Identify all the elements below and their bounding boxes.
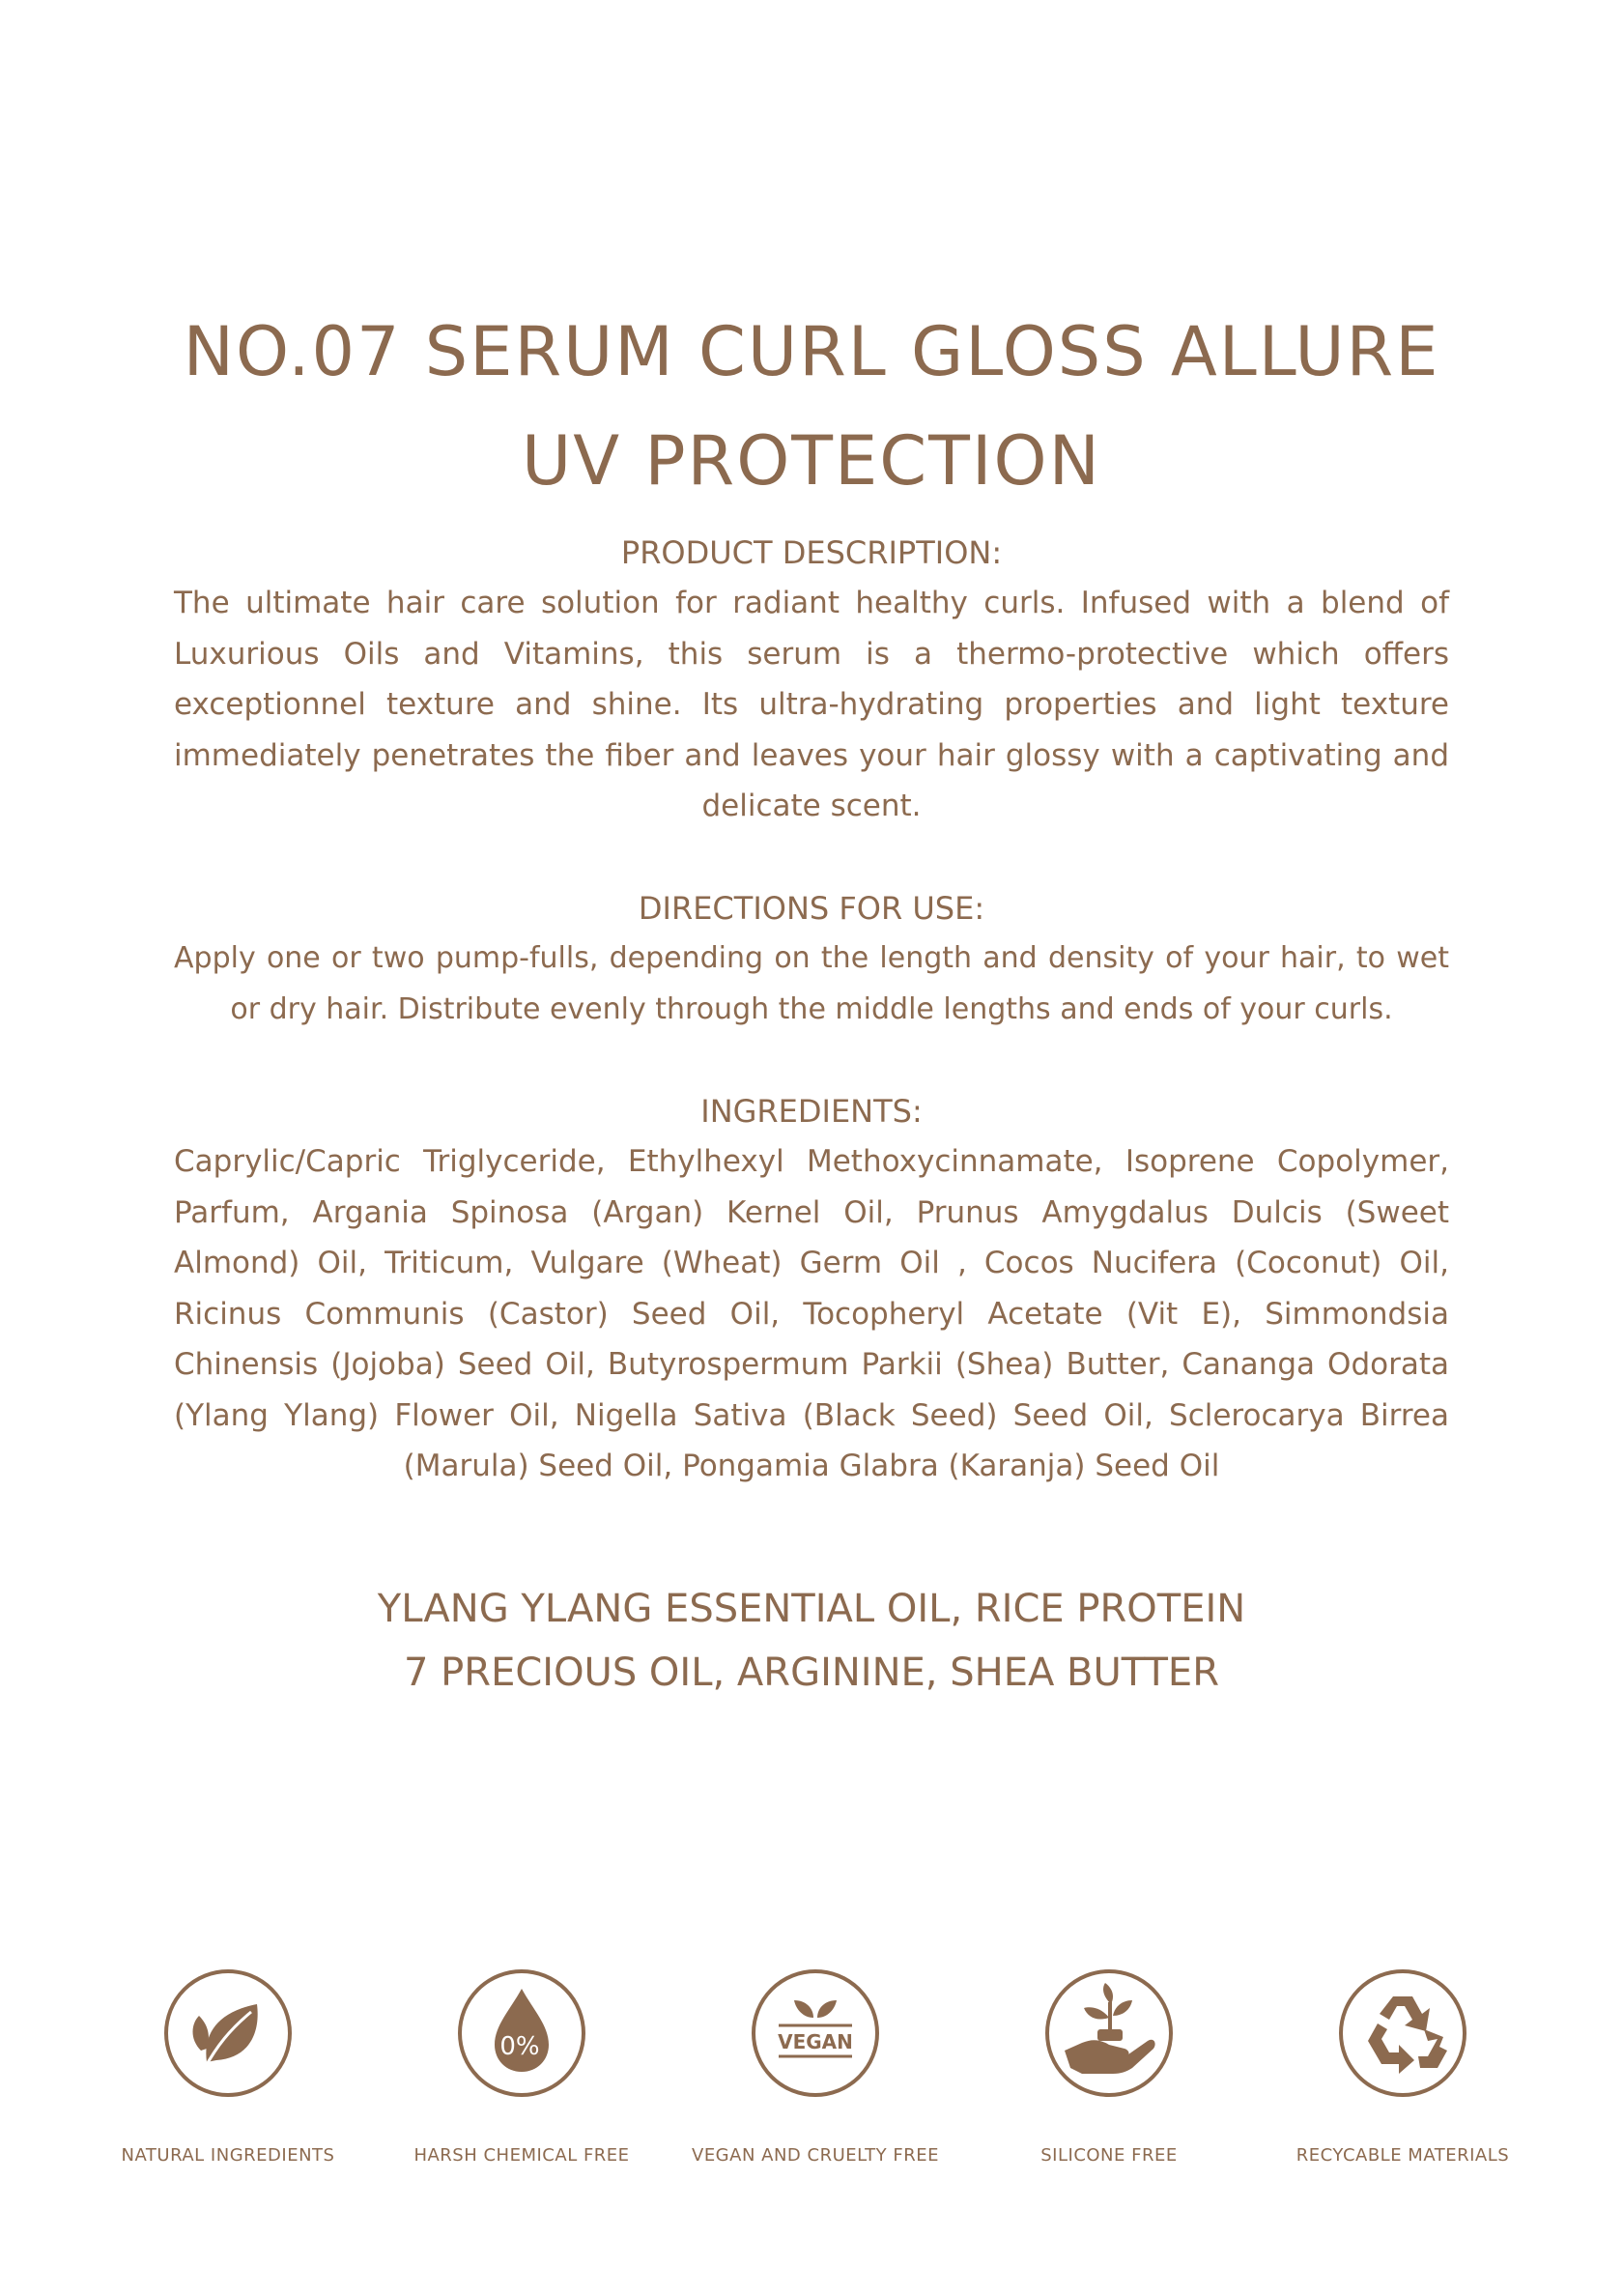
badge-label: RECYCABLE MATERIALS	[1296, 2145, 1510, 2166]
product-description-text: The ultimate hair care solution for radiant healthy curls. Infused with a blend of Luxurious Oils and Vitamins, this serum is a thermo-protective which offers exceptionnel texture and shine. Its ultra-hydrating properties and light texture immediately penetrates the fiber and leaves your hair glossy with a captivating and delicate scent.	[174, 586, 1449, 823]
product-title-line-2: UV PROTECTION	[521, 421, 1102, 501]
badge-silicone-free	[964, 1967, 1254, 2166]
vegan-text: VEGAN	[778, 2030, 853, 2053]
product-title-line-1: NO.07 SERUM CURL GLOSS ALLURE	[183, 312, 1440, 391]
badge-vegan-cruelty-free	[670, 1967, 960, 2166]
directions-text: Apply one or two pump-fulls, depending on the length and density of your hair, to wet or dry hair. Distribute evenly through the middle lengths and ends of your curls.	[174, 941, 1449, 1026]
badge-label: VEGAN AND CRUELTY FREE	[692, 2145, 939, 2166]
leaf-icon	[162, 1967, 294, 2099]
key-ingredients-line-1: YLANG YLANG ESSENTIAL OIL, RICE PROTEIN	[377, 1587, 1246, 1631]
zero-percent-drop-icon	[456, 1967, 587, 2099]
zero-percent-text: 0%	[499, 2032, 540, 2061]
product-description-section	[174, 528, 1449, 832]
key-ingredients-line-2: 7 PRECIOUS OIL, ARGININE, SHEA BUTTER	[403, 1650, 1219, 1695]
directions-section	[174, 883, 1449, 1035]
hand-plant-icon	[1043, 1967, 1175, 2099]
badge-label: NATURAL INGREDIENTS	[121, 2145, 335, 2166]
product-title	[145, 298, 1478, 516]
ingredients-section	[174, 1086, 1449, 1492]
badge-label: HARSH CHEMICAL FREE	[413, 2145, 630, 2166]
badge-label: SILICONE FREE	[1040, 2145, 1178, 2166]
ingredients-text: Caprylic/Capric Triglyceride, Ethylhexyl Methoxycinnamate, Isoprene Copolymer, Parfum, Argania Spinosa (Argan) Kernel Oil, Prunus Amygdalus Dulcis (Sweet Almond) Oil, Triticum, Vulgare (Wheat) Germ Oil , Cocos Nucifera (Coconut) Oil, Ricinus Communis (Castor) Seed Oil, Tocopheryl Acetate (Vit E), Simmondsia Chinensis (Jojoba) Seed Oil, Butyrospermum Parkii (Shea) Butter, Cananga Odorata (Ylang Ylang) Flower Oil, Nigella Sativa (Black Seed) Seed Oil, Sclerocarya Birrea (Marula) Seed Oil, Pongamia Glabra (Karanja) Seed Oil	[174, 1144, 1449, 1483]
product-description-heading: PRODUCT DESCRIPTION:	[620, 534, 1003, 571]
badge-natural-ingredients	[83, 1967, 373, 2166]
directions-heading: DIRECTIONS FOR USE:	[638, 890, 985, 927]
vegan-icon	[750, 1967, 881, 2099]
badge-harsh-chemical-free	[377, 1967, 667, 2166]
ingredients-heading: INGREDIENTS:	[700, 1093, 923, 1130]
recycle-icon	[1337, 1967, 1468, 2099]
feature-badges	[0, 1967, 1623, 2180]
key-ingredients-highlight	[174, 1577, 1449, 1705]
badge-recyclable-materials	[1258, 1967, 1548, 2166]
